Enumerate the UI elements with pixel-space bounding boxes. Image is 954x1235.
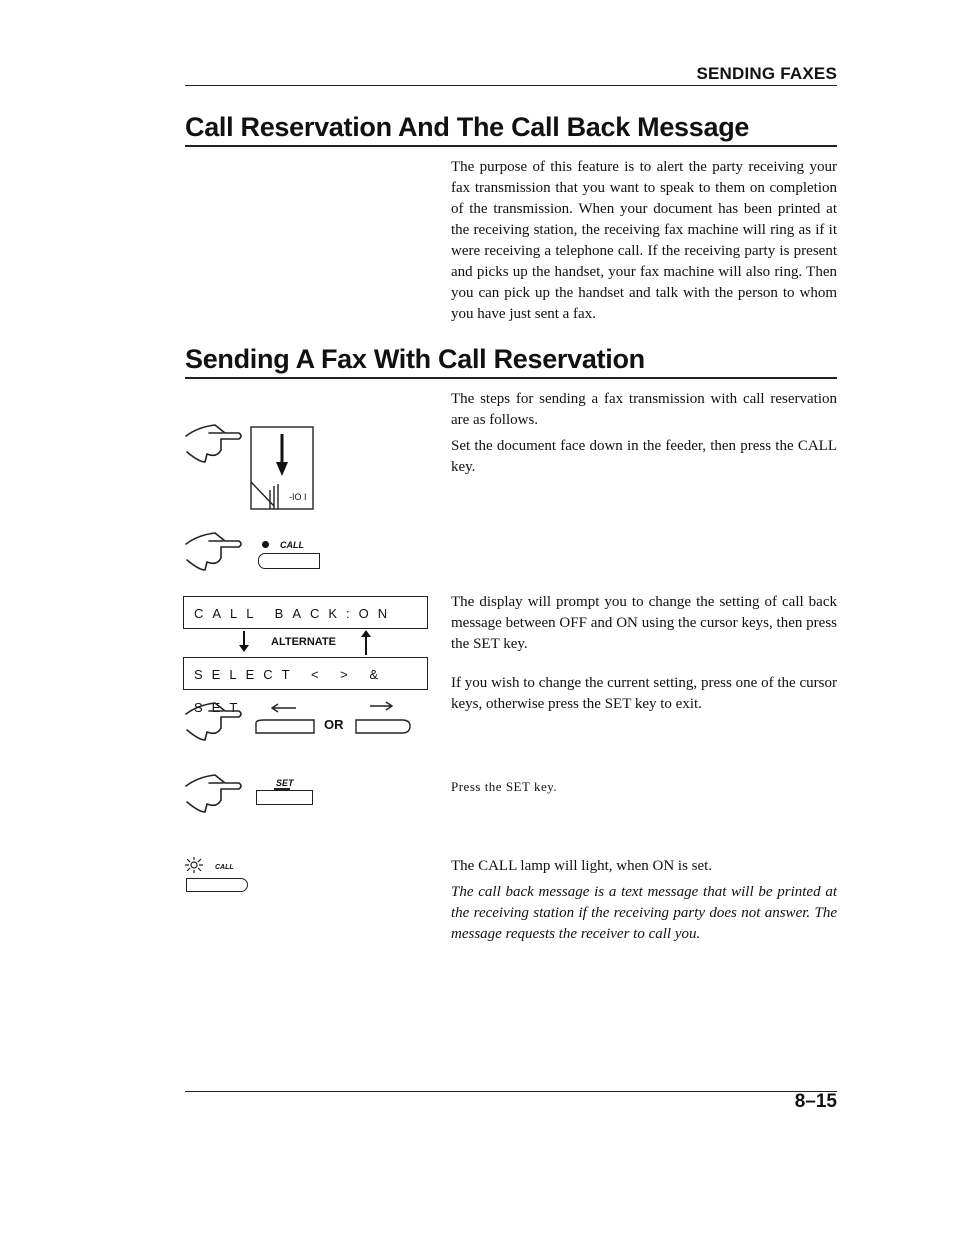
steps-intro: The steps for sending a fax transmission with call reservation are as follows.: [451, 391, 837, 428]
up-arrow-icon: [365, 637, 367, 655]
hand-icon: [183, 530, 253, 578]
alternate-label: ALTERNATE: [271, 636, 336, 648]
step-call-lamp: The CALL lamp will light, when ON is set.: [451, 858, 713, 874]
step-display-prompt: The display will prompt you to change the setting of call back message between OFF and ON using the cursor keys, then press the SET key.: [451, 594, 837, 652]
call-reservation-description: The purpose of this feature is to alert the party receiving your fax transmission that you want to speak to them on completion of the transmission. When your document has been printed at the receiving station, the receiving fax machine will ring as if it were receiving a telephone call. If the receiving party is present and picks up the handset, your fax machine will also ring. Then you can pick up the handset and talk with the person to whom you have just sent a fax.: [451, 159, 837, 322]
page-number: 8–15: [794, 1091, 837, 1112]
call-lamp-indicator: [262, 541, 269, 548]
set-key[interactable]: [256, 790, 313, 805]
set-key-label: SET: [276, 778, 294, 788]
call-key[interactable]: [258, 553, 320, 569]
hand-icon: [183, 772, 253, 820]
step-press-set: Press the SET key.: [451, 779, 558, 794]
cursor-right-key[interactable]: [355, 718, 411, 733]
footer-rule: [185, 1091, 837, 1092]
section-title-sending-fax: Sending A Fax With Call Reservation: [185, 344, 645, 374]
running-header: SENDING FAXES: [696, 64, 837, 83]
step-set-document: Set the document face down in the feeder, then press the CALL key.: [451, 438, 837, 475]
lcd-display-line1: CALL BACK:ON: [183, 596, 428, 629]
or-label: OR: [324, 717, 344, 732]
lamp-label: CALL: [215, 864, 234, 871]
section-title-rule: [185, 145, 837, 147]
feeder-label: -IO I: [289, 492, 307, 502]
section-title-rule: [185, 377, 837, 379]
lcd-display-line2: SELECT < > & SET: [183, 657, 428, 690]
document-feeder-icon: [248, 424, 318, 512]
hand-icon: [183, 700, 253, 748]
header-rule: [185, 85, 837, 86]
call-key-label: CALL: [280, 540, 304, 550]
down-arrow-icon: [239, 645, 249, 652]
call-key[interactable]: [186, 878, 248, 892]
up-arrow-icon: [361, 630, 371, 637]
step-change-setting: If you wish to change the current setting, press one of the cursor keys, otherwise press the SET key to exit.: [451, 675, 837, 712]
cursor-left-key[interactable]: [255, 718, 317, 733]
light-on-icon: [183, 856, 205, 874]
call-back-note: The call back message is a text message that will be printed at the receiving station if the receiving party does not answer. The message requests the receiver to call you.: [451, 884, 837, 942]
section-title-call-reservation: Call Reservation And The Call Back Message: [185, 112, 750, 142]
